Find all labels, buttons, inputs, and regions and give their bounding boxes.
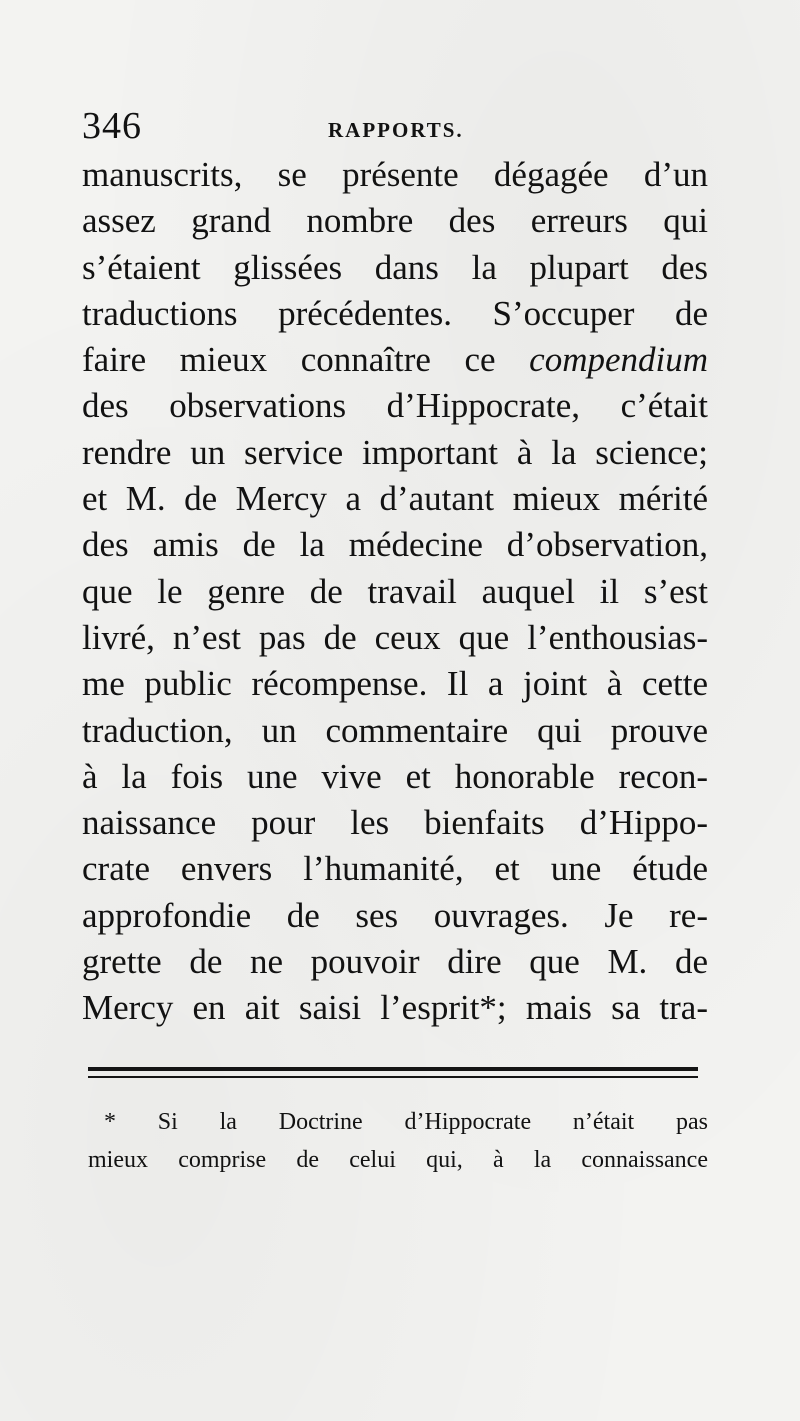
text-line: s’étaient glissées dans la plupart des — [82, 247, 708, 287]
text-line: rendre un service important à la science; — [82, 432, 708, 472]
text-line: crate envers l’humanité, et une étude — [82, 849, 708, 889]
footnote-line: mieux comprise de celui qui, à la connaissance — [88, 1147, 708, 1173]
text-line: des amis de la médecine d’observation, — [82, 525, 708, 565]
footnote — [88, 1103, 708, 1179]
page-number: 346 — [82, 105, 142, 147]
text-line: à la fois une vive et honorable recon- — [82, 756, 708, 796]
running-head: RAPPORTS. — [328, 118, 464, 142]
text-line: que le genre de travail auquel il s’est — [82, 571, 708, 611]
text-segment: faire mieux connaître ce — [82, 340, 496, 380]
text-line: traduction, un commentaire qui prouve — [82, 710, 708, 750]
footnote-rule — [88, 1067, 698, 1071]
footnote-line: * Si la Doctrine d’Hippocrate n’était pas — [104, 1109, 708, 1135]
text-line: me public récompense. Il a joint à cette — [82, 664, 708, 704]
text-line: des observations d’Hippocrate, c’était — [82, 386, 708, 426]
text-line: Mercy en ait saisi l’esprit*; mais sa tra- — [82, 988, 708, 1028]
text-line: naissance pour les bienfaits d’Hippo- — [82, 803, 708, 843]
footnote-rule-thin — [88, 1076, 698, 1078]
text-line: approfondie de ses ouvrages. Je re- — [82, 895, 708, 935]
text-line: et M. de Mercy a d’autant mieux mérité — [82, 479, 708, 519]
text-line-with-italic — [82, 337, 708, 383]
text-line: manuscrits, se présente dégagée d’un — [82, 155, 708, 194]
body-text — [82, 152, 708, 1032]
italic-term: compendium — [529, 340, 708, 380]
text-line: grette de ne pouvoir dire que M. de — [82, 942, 708, 982]
page-header — [82, 104, 708, 154]
text-line: assez grand nombre des erreurs qui — [82, 201, 708, 241]
text-line: livré, n’est pas de ceux que l’enthousias- — [82, 617, 708, 657]
text-line: traductions précédentes. S’occuper de — [82, 293, 708, 333]
